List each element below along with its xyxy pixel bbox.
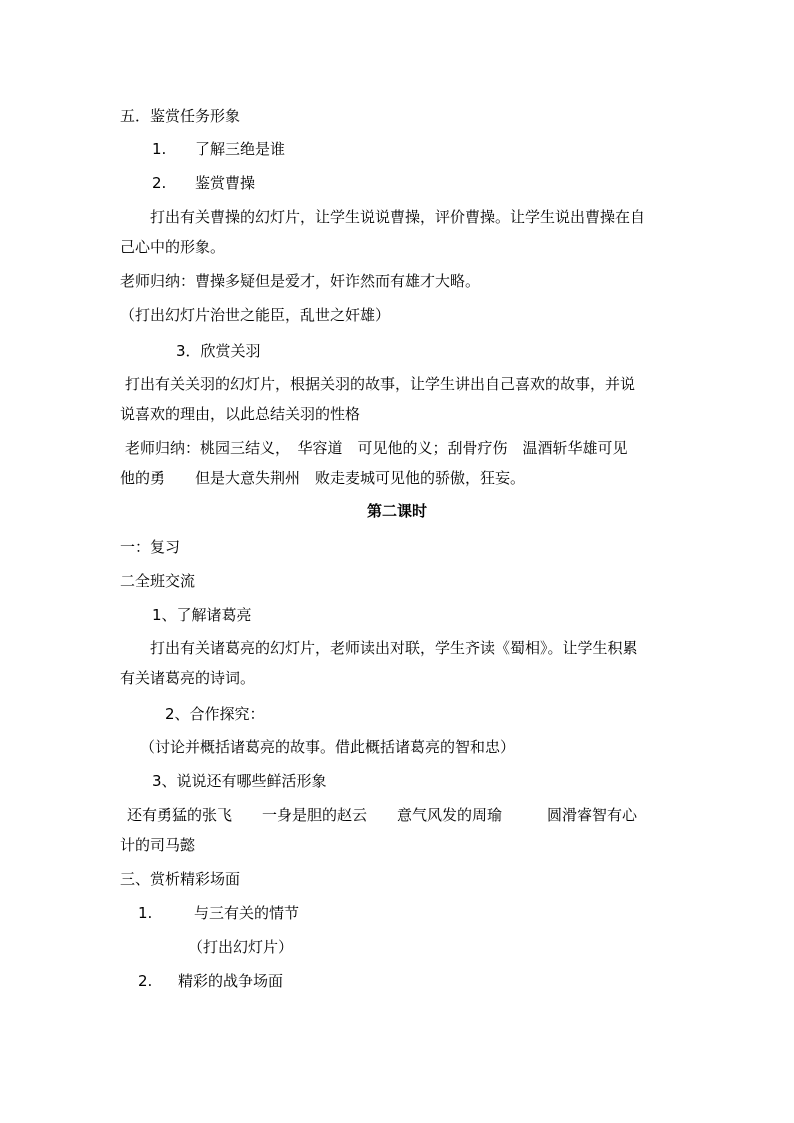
list-item-1 [152,139,285,159]
paragraph-line: 他的勇 但是大意失荆州 败走麦城可见他的骄傲，狂妄。 [120,469,526,487]
list-item-2: 2、合作探究： [165,705,265,723]
section-heading-5: 五．鉴赏任务形象 [120,107,241,125]
paragraph-line: 老师归纳：曹操多疑但是爱才，奸诈然而有雄才大略。 [120,272,481,290]
list-text: 与三有关的情节 [194,904,300,922]
paragraph-line: 说喜欢的理由，以此总结关羽的性格 [120,405,361,423]
section-heading-3: 三、赏析精彩场面 [120,870,241,888]
paragraph-line: （讨论并概括诸葛亮的故事。借此概括诸葛亮的智和忠） [140,738,516,756]
lesson-title: 第二课时 [366,502,427,520]
paragraph-line: 还有勇猛的张飞 一身是胆的赵云 意气风发的周瑜 圆滑睿智有心 [127,806,638,824]
list-item-2 [152,173,255,193]
paragraph-line: 老师归纳：桃园三结义， 华容道 可见他的义；刮骨疗伤 温酒斩华雄可见 [125,439,628,457]
list-text: 精彩的战争场面 [178,972,284,990]
paragraph-line: 打出有关诸葛亮的幻灯片，老师读出对联，学生齐读《蜀相》。让学生积累 [150,639,638,657]
list-text: 了解三绝是谁 [195,140,286,158]
paragraph-line: （打出幻灯片治世之能臣，乱世之奸雄） [120,306,391,324]
list-number: 1. [138,904,153,922]
list-number: 1. [152,140,167,158]
paragraph-line: 计的司马懿 [120,836,196,854]
paragraph-line: 己心中的形象。 [120,238,226,256]
paragraph-line: 打出有关关羽的幻灯片，根据关羽的故事，让学生讲出自己喜欢的故事，并说 [125,375,636,393]
paragraph-line: 打出有关曹操的幻灯片，让学生说说曹操，评价曹操。让学生说出曹操在自 [150,208,646,226]
list-item-1: 1、了解诸葛亮 [152,606,252,624]
section-heading-1: 一：复习 [120,538,181,556]
paragraph-line: 有关诸葛亮的诗词。 [120,669,256,687]
list-text: 鉴赏曹操 [195,174,256,192]
section-heading-2: 二全班交流 [120,572,196,590]
list-item-3: 3、说说还有哪些鲜活形象 [152,772,327,790]
list-item-3: 3．欣赏关羽 [176,342,261,360]
list-number: 2. [138,972,153,990]
list-item-2 [138,971,283,991]
list-number: 2. [152,174,167,192]
list-item-1 [138,903,299,923]
paragraph-line: （打出幻灯片） [188,938,294,956]
